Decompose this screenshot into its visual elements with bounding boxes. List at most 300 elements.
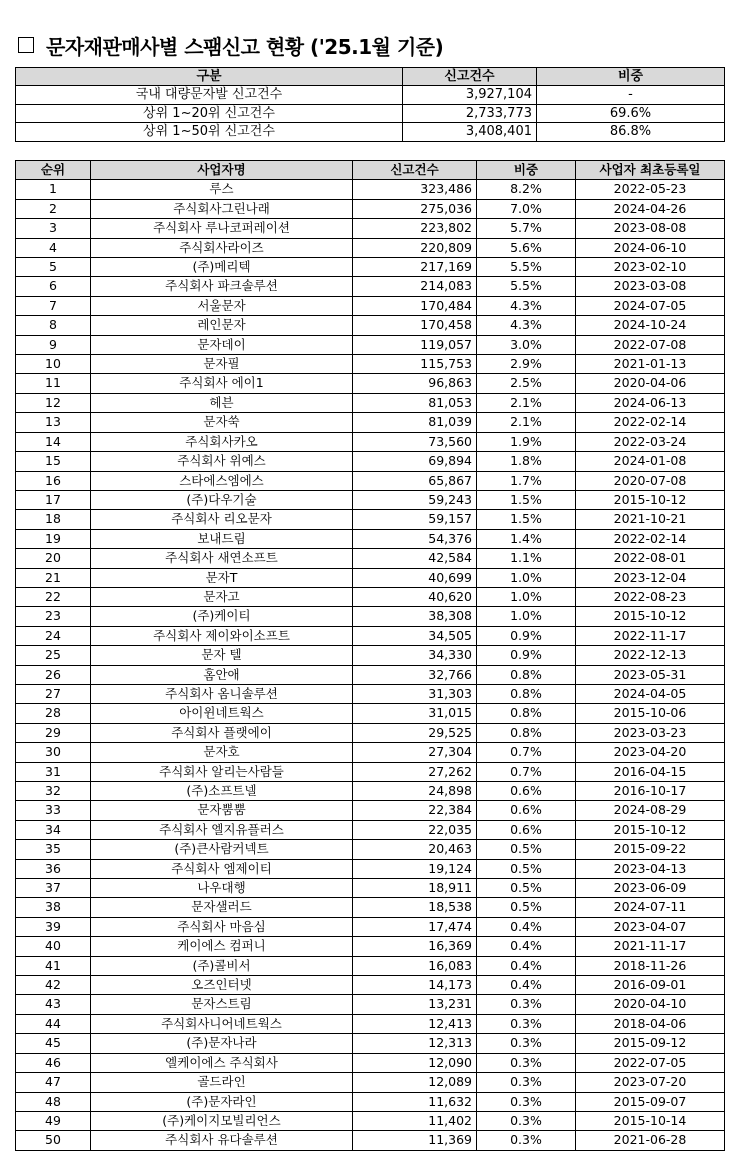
- cell-rank: 7: [16, 296, 91, 315]
- cell-share: 5.5%: [477, 258, 576, 277]
- cell-count: 16,083: [353, 956, 477, 975]
- cell-company: (주)메리텍: [91, 258, 353, 277]
- cell-rank: 47: [16, 1073, 91, 1092]
- cell-registered: 2018-11-26: [576, 956, 725, 975]
- cell-company: 주식회사 엘지유플러스: [91, 820, 353, 839]
- table-row: [16, 1053, 725, 1072]
- table-row: [16, 374, 725, 393]
- table-row: [16, 1111, 725, 1130]
- table-row: [16, 471, 725, 490]
- cell-count: 12,089: [353, 1073, 477, 1092]
- cell-count: 69,894: [353, 452, 477, 471]
- cell-share: 0.9%: [477, 646, 576, 665]
- cell-count: 29,525: [353, 723, 477, 742]
- cell-registered: 2023-12-04: [576, 568, 725, 587]
- cell-registered: 2015-10-12: [576, 490, 725, 509]
- cell-company: 주식회사 위예스: [91, 452, 353, 471]
- cell-company: 주식회사 알리는사람들: [91, 762, 353, 781]
- cell-count: 17,474: [353, 917, 477, 936]
- cell-rank: 48: [16, 1092, 91, 1111]
- cell-registered: 2015-10-14: [576, 1111, 725, 1130]
- table-row: [16, 277, 725, 296]
- cell-registered: 2020-07-08: [576, 471, 725, 490]
- cell-count: 12,413: [353, 1014, 477, 1033]
- cell-company: (주)문자나라: [91, 1034, 353, 1053]
- cell-company: 주식회사그린나래: [91, 199, 353, 218]
- cell-count: 14,173: [353, 976, 477, 995]
- cell-registered: 2021-10-21: [576, 510, 725, 529]
- cell-rank: 21: [16, 568, 91, 587]
- cell-company: 주식회사카오: [91, 432, 353, 451]
- cell-company: 오즈인터넷: [91, 976, 353, 995]
- cell-rank: 8: [16, 316, 91, 335]
- header-count: 신고건수: [353, 161, 477, 180]
- table-row: [16, 199, 725, 218]
- cell-registered: 2016-04-15: [576, 762, 725, 781]
- cell-registered: 2024-04-26: [576, 199, 725, 218]
- header-share: 비중: [477, 161, 576, 180]
- table-row: [16, 665, 725, 684]
- cell-registered: 2024-07-11: [576, 898, 725, 917]
- cell-registered: 2020-04-10: [576, 995, 725, 1014]
- cell-count: 12,090: [353, 1053, 477, 1072]
- cell-share: 2.1%: [477, 413, 576, 432]
- cell-count: 65,867: [353, 471, 477, 490]
- table-row: [16, 568, 725, 587]
- cell-rank: 29: [16, 723, 91, 742]
- cell-registered: 2015-10-06: [576, 704, 725, 723]
- cell-rank: 33: [16, 801, 91, 820]
- cell-share: 0.4%: [477, 937, 576, 956]
- table-row: [16, 316, 725, 335]
- cell-company: 레인문자: [91, 316, 353, 335]
- cell-registered: 2015-09-07: [576, 1092, 725, 1111]
- cell-share: 5.5%: [477, 277, 576, 296]
- cell-share: 8.2%: [477, 180, 576, 199]
- cell-share: 1.1%: [477, 549, 576, 568]
- cell-registered: 2022-12-13: [576, 646, 725, 665]
- cell-company: (주)케이티: [91, 607, 353, 626]
- cell-rank: 9: [16, 335, 91, 354]
- cell-rank: 39: [16, 917, 91, 936]
- summary-share: -: [537, 86, 725, 104]
- checkbox-square-icon: [18, 37, 34, 53]
- table-row: [16, 529, 725, 548]
- cell-rank: 12: [16, 393, 91, 412]
- cell-rank: 18: [16, 510, 91, 529]
- cell-rank: 3: [16, 219, 91, 238]
- cell-rank: 40: [16, 937, 91, 956]
- cell-rank: 46: [16, 1053, 91, 1072]
- cell-share: 0.8%: [477, 684, 576, 703]
- cell-rank: 45: [16, 1034, 91, 1053]
- cell-share: 0.8%: [477, 704, 576, 723]
- cell-rank: 10: [16, 355, 91, 374]
- cell-count: 323,486: [353, 180, 477, 199]
- cell-company: 주식회사 새연소프트: [91, 549, 353, 568]
- cell-share: 0.3%: [477, 1092, 576, 1111]
- table-row: [16, 510, 725, 529]
- cell-company: 주식회사라이즈: [91, 238, 353, 257]
- summary-count: 2,733,773: [403, 104, 537, 122]
- cell-count: 11,369: [353, 1131, 477, 1150]
- cell-rank: 6: [16, 277, 91, 296]
- table-row: [16, 820, 725, 839]
- cell-rank: 14: [16, 432, 91, 451]
- cell-registered: 2023-06-09: [576, 879, 725, 898]
- table-row: [16, 743, 725, 762]
- cell-share: 0.7%: [477, 762, 576, 781]
- table-row: [16, 219, 725, 238]
- cell-share: 1.0%: [477, 587, 576, 606]
- cell-registered: 2016-09-01: [576, 976, 725, 995]
- header-rank: 순위: [16, 161, 91, 180]
- cell-share: 0.6%: [477, 801, 576, 820]
- cell-company: 문자데이: [91, 335, 353, 354]
- cell-count: 27,262: [353, 762, 477, 781]
- cell-rank: 4: [16, 238, 91, 257]
- cell-share: 1.7%: [477, 471, 576, 490]
- table-row: [16, 1014, 725, 1033]
- ranking-body: [16, 180, 725, 1150]
- cell-share: 0.5%: [477, 879, 576, 898]
- cell-share: 2.9%: [477, 355, 576, 374]
- cell-count: 115,753: [353, 355, 477, 374]
- cell-registered: 2024-08-29: [576, 801, 725, 820]
- table-row: [16, 432, 725, 451]
- cell-share: 0.7%: [477, 743, 576, 762]
- cell-registered: 2023-04-13: [576, 859, 725, 878]
- ranking-header-row: [16, 161, 725, 180]
- cell-company: 주식회사 엠제이티: [91, 859, 353, 878]
- cell-rank: 41: [16, 956, 91, 975]
- cell-rank: 28: [16, 704, 91, 723]
- table-row: [16, 995, 725, 1014]
- cell-share: 0.3%: [477, 1111, 576, 1130]
- table-row: [16, 1034, 725, 1053]
- cell-company: (주)소프트넬: [91, 782, 353, 801]
- cell-registered: 2023-02-10: [576, 258, 725, 277]
- cell-registered: 2021-06-28: [576, 1131, 725, 1150]
- cell-company: 문자 텔: [91, 646, 353, 665]
- cell-share: 4.3%: [477, 296, 576, 315]
- table-row: [16, 840, 725, 859]
- table-row: [16, 917, 725, 936]
- table-row: [16, 413, 725, 432]
- summary-row: [16, 104, 725, 122]
- cell-count: 13,231: [353, 995, 477, 1014]
- cell-count: 275,036: [353, 199, 477, 218]
- cell-share: 0.6%: [477, 820, 576, 839]
- table-row: [16, 490, 725, 509]
- table-row: [16, 879, 725, 898]
- cell-count: 11,632: [353, 1092, 477, 1111]
- cell-count: 54,376: [353, 529, 477, 548]
- summary-count: 3,927,104: [403, 86, 537, 104]
- cell-rank: 19: [16, 529, 91, 548]
- cell-rank: 11: [16, 374, 91, 393]
- cell-registered: 2024-10-24: [576, 316, 725, 335]
- cell-count: 16,369: [353, 937, 477, 956]
- table-row: [16, 976, 725, 995]
- cell-company: (주)큰사람커넥트: [91, 840, 353, 859]
- cell-count: 81,053: [353, 393, 477, 412]
- cell-rank: 25: [16, 646, 91, 665]
- cell-registered: 2015-10-12: [576, 820, 725, 839]
- summary-table: [15, 67, 725, 142]
- table-row: [16, 296, 725, 315]
- cell-company: (주)케이지모빌리언스: [91, 1111, 353, 1130]
- cell-share: 1.5%: [477, 510, 576, 529]
- cell-rank: 49: [16, 1111, 91, 1130]
- table-row: [16, 355, 725, 374]
- cell-count: 59,243: [353, 490, 477, 509]
- cell-share: 1.0%: [477, 568, 576, 587]
- cell-rank: 43: [16, 995, 91, 1014]
- cell-registered: 2022-03-24: [576, 432, 725, 451]
- cell-registered: 2022-07-08: [576, 335, 725, 354]
- cell-rank: 32: [16, 782, 91, 801]
- cell-count: 18,911: [353, 879, 477, 898]
- cell-share: 4.3%: [477, 316, 576, 335]
- cell-company: 문자스트림: [91, 995, 353, 1014]
- cell-company: 문자샐러드: [91, 898, 353, 917]
- cell-company: 문자필: [91, 355, 353, 374]
- cell-company: (주)다우기술: [91, 490, 353, 509]
- cell-company: 케이에스 컴퍼니: [91, 937, 353, 956]
- cell-share: 0.8%: [477, 665, 576, 684]
- cell-registered: 2023-07-20: [576, 1073, 725, 1092]
- cell-registered: 2023-05-31: [576, 665, 725, 684]
- table-row: [16, 801, 725, 820]
- cell-company: 문자T: [91, 568, 353, 587]
- cell-company: 골드라인: [91, 1073, 353, 1092]
- cell-rank: 1: [16, 180, 91, 199]
- cell-rank: 17: [16, 490, 91, 509]
- cell-count: 42,584: [353, 549, 477, 568]
- summary-label: 상위 1~50위 신고건수: [16, 123, 403, 141]
- cell-rank: 36: [16, 859, 91, 878]
- table-row: [16, 859, 725, 878]
- cell-registered: 2023-08-08: [576, 219, 725, 238]
- cell-registered: 2023-04-20: [576, 743, 725, 762]
- cell-registered: 2016-10-17: [576, 782, 725, 801]
- cell-count: 96,863: [353, 374, 477, 393]
- cell-count: 22,384: [353, 801, 477, 820]
- table-row: [16, 587, 725, 606]
- table-row: [16, 684, 725, 703]
- cell-company: 주식회사 옴니솔루션: [91, 684, 353, 703]
- header-registered: 사업자 최초등록일: [576, 161, 725, 180]
- cell-registered: 2024-01-08: [576, 452, 725, 471]
- cell-rank: 5: [16, 258, 91, 277]
- cell-count: 119,057: [353, 335, 477, 354]
- table-row: [16, 238, 725, 257]
- cell-company: 주식회사 루나코퍼레이션: [91, 219, 353, 238]
- cell-registered: 2022-11-17: [576, 626, 725, 645]
- cell-rank: 16: [16, 471, 91, 490]
- cell-share: 2.5%: [477, 374, 576, 393]
- table-row: [16, 898, 725, 917]
- cell-registered: 2022-02-14: [576, 413, 725, 432]
- cell-company: 엘케이에스 주식회사: [91, 1053, 353, 1072]
- cell-count: 32,766: [353, 665, 477, 684]
- cell-company: 루스: [91, 180, 353, 199]
- cell-company: 홈안애: [91, 665, 353, 684]
- table-row: [16, 549, 725, 568]
- cell-count: 170,484: [353, 296, 477, 315]
- cell-company: 보내드림: [91, 529, 353, 548]
- cell-registered: 2024-07-05: [576, 296, 725, 315]
- cell-company: 문자쑥: [91, 413, 353, 432]
- cell-registered: 2023-03-23: [576, 723, 725, 742]
- cell-company: 나우대행: [91, 879, 353, 898]
- cell-share: 1.5%: [477, 490, 576, 509]
- cell-registered: 2022-02-14: [576, 529, 725, 548]
- summary-header-row: [16, 68, 725, 86]
- cell-count: 38,308: [353, 607, 477, 626]
- cell-rank: 23: [16, 607, 91, 626]
- cell-count: 18,538: [353, 898, 477, 917]
- cell-rank: 2: [16, 199, 91, 218]
- cell-registered: 2015-09-12: [576, 1034, 725, 1053]
- cell-registered: 2015-09-22: [576, 840, 725, 859]
- cell-company: 주식회사 제이와이소프트: [91, 626, 353, 645]
- cell-rank: 26: [16, 665, 91, 684]
- cell-share: 0.9%: [477, 626, 576, 645]
- cell-count: 24,898: [353, 782, 477, 801]
- ranking-table: [15, 160, 725, 1151]
- table-row: [16, 956, 725, 975]
- cell-count: 59,157: [353, 510, 477, 529]
- table-row: [16, 607, 725, 626]
- summary-header-count: 신고건수: [403, 68, 537, 86]
- table-row: [16, 762, 725, 781]
- cell-company: 주식회사 파크솔루션: [91, 277, 353, 296]
- cell-share: 5.7%: [477, 219, 576, 238]
- cell-share: 0.3%: [477, 1014, 576, 1033]
- cell-company: 문자뿜뿜: [91, 801, 353, 820]
- cell-company: 주식회사 리오문자: [91, 510, 353, 529]
- cell-count: 31,303: [353, 684, 477, 703]
- cell-registered: 2024-06-10: [576, 238, 725, 257]
- cell-registered: 2022-08-01: [576, 549, 725, 568]
- cell-company: 주식회사 에이1: [91, 374, 353, 393]
- cell-rank: 24: [16, 626, 91, 645]
- cell-rank: 20: [16, 549, 91, 568]
- cell-rank: 42: [16, 976, 91, 995]
- cell-share: 0.5%: [477, 859, 576, 878]
- cell-rank: 27: [16, 684, 91, 703]
- cell-company: (주)문자라인: [91, 1092, 353, 1111]
- cell-count: 34,330: [353, 646, 477, 665]
- cell-company: (주)콜비서: [91, 956, 353, 975]
- table-row: [16, 782, 725, 801]
- summary-header-share: 비중: [537, 68, 725, 86]
- cell-count: 31,015: [353, 704, 477, 723]
- document-title: [18, 28, 443, 62]
- cell-share: 0.3%: [477, 1073, 576, 1092]
- cell-company: 서울문자: [91, 296, 353, 315]
- cell-count: 20,463: [353, 840, 477, 859]
- table-row: [16, 180, 725, 199]
- summary-row: [16, 123, 725, 141]
- cell-company: 주식회사니어네트웍스: [91, 1014, 353, 1033]
- cell-registered: 2021-11-17: [576, 937, 725, 956]
- cell-rank: 35: [16, 840, 91, 859]
- header-company: 사업자명: [91, 161, 353, 180]
- cell-share: 0.5%: [477, 898, 576, 917]
- cell-rank: 22: [16, 587, 91, 606]
- cell-share: 1.4%: [477, 529, 576, 548]
- summary-label: 국내 대량문자발 신고건수: [16, 86, 403, 104]
- cell-count: 22,035: [353, 820, 477, 839]
- cell-rank: 31: [16, 762, 91, 781]
- summary-header-category: 구분: [16, 68, 403, 86]
- cell-share: 1.0%: [477, 607, 576, 626]
- summary-count: 3,408,401: [403, 123, 537, 141]
- cell-share: 0.3%: [477, 1131, 576, 1150]
- cell-company: 문자고: [91, 587, 353, 606]
- cell-rank: 37: [16, 879, 91, 898]
- cell-rank: 30: [16, 743, 91, 762]
- cell-share: 1.8%: [477, 452, 576, 471]
- cell-company: 스타에스엠에스: [91, 471, 353, 490]
- cell-registered: 2022-08-23: [576, 587, 725, 606]
- cell-count: 12,313: [353, 1034, 477, 1053]
- cell-rank: 15: [16, 452, 91, 471]
- cell-count: 170,458: [353, 316, 477, 335]
- table-row: [16, 258, 725, 277]
- cell-count: 223,802: [353, 219, 477, 238]
- table-row: [16, 937, 725, 956]
- table-row: [16, 626, 725, 645]
- cell-count: 214,083: [353, 277, 477, 296]
- summary-share: 86.8%: [537, 123, 725, 141]
- cell-share: 0.4%: [477, 917, 576, 936]
- cell-rank: 13: [16, 413, 91, 432]
- cell-share: 2.1%: [477, 393, 576, 412]
- cell-registered: 2021-01-13: [576, 355, 725, 374]
- cell-registered: 2015-10-12: [576, 607, 725, 626]
- cell-share: 3.0%: [477, 335, 576, 354]
- cell-share: 0.8%: [477, 723, 576, 742]
- cell-rank: 34: [16, 820, 91, 839]
- cell-company: 주식회사 마음심: [91, 917, 353, 936]
- cell-share: 0.6%: [477, 782, 576, 801]
- table-row: [16, 1131, 725, 1150]
- cell-share: 7.0%: [477, 199, 576, 218]
- cell-count: 27,304: [353, 743, 477, 762]
- summary-share: 69.6%: [537, 104, 725, 122]
- cell-company: 헤븐: [91, 393, 353, 412]
- cell-company: 주식회사 유다솔루션: [91, 1131, 353, 1150]
- cell-registered: 2024-04-05: [576, 684, 725, 703]
- cell-registered: 2023-03-08: [576, 277, 725, 296]
- cell-share: 1.9%: [477, 432, 576, 451]
- table-row: [16, 1073, 725, 1092]
- summary-label: 상위 1~20위 신고건수: [16, 104, 403, 122]
- cell-company: 주식회사 플랫에이: [91, 723, 353, 742]
- cell-count: 19,124: [353, 859, 477, 878]
- cell-count: 220,809: [353, 238, 477, 257]
- cell-count: 34,505: [353, 626, 477, 645]
- cell-count: 40,620: [353, 587, 477, 606]
- table-row: [16, 452, 725, 471]
- cell-rank: 44: [16, 1014, 91, 1033]
- title-text: 문자재판매사별 스팸신고 현황 ('25.1월 기준): [46, 34, 444, 59]
- table-row: [16, 646, 725, 665]
